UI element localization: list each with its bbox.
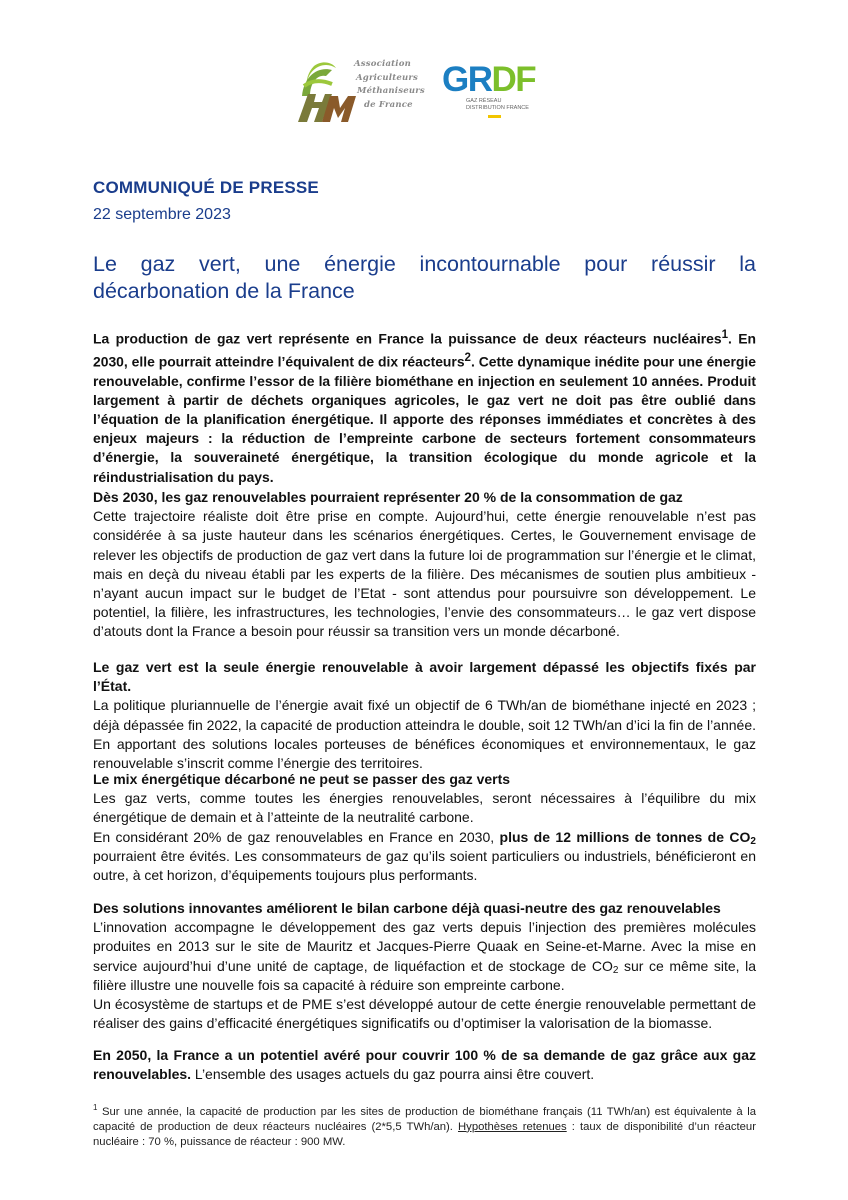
press-release-kicker: COMMUNIQUÉ DE PRESSE — [93, 178, 319, 197]
footnote-marker: 1 — [93, 1103, 98, 1112]
section-mix-energetique — [93, 770, 756, 885]
section-innovation — [93, 899, 756, 1033]
section-heading: Le mix énergétique décarboné ne peut se passer des gaz verts — [93, 771, 511, 787]
section-heading: Des solutions innovantes améliorent le bilan carbone déjà quasi-neutre des gaz renouvelables — [93, 900, 721, 916]
aam-line-1: Association — [354, 59, 411, 69]
aam-logo — [292, 50, 425, 126]
section-body — [93, 918, 756, 995]
innovation-text-1: L’innovation accompagne le développement des gaz verts depuis l’injection des premières molécules produites en 2013 sur le site de Mauritz et Jacques-Pierre Quaak en Seine-et-Marne. Avec la mise en service aujourd’hui d’une unité de captage, de liquéfaction et de stockage de CO — [93, 919, 756, 974]
grdf-tagline: GAZ RÉSEAU DISTRIBUTION FRANCE — [466, 98, 529, 111]
footnote-text-1: Sur une année, la capacité de production par les sites de production de biométhane français (11 TWh/an) est équivalente à la capacité de production de deux réacteurs nucléaires (2*5,5 TWh/an). — [93, 1105, 756, 1133]
conclusion-text: L’ensemble des usages actuels du gaz pourra ainsi être couvert. — [191, 1066, 595, 1083]
lead-part-2: . En 2030, elle pourrait atteindre l’équivalent de dix réacteurs — [93, 330, 756, 370]
innovation-text-2: sur ce même site, la filière illustre une nouvelle fois sa capacité à réduire son empreinte carbone. — [93, 957, 757, 993]
grdf-wordmark-left: GR — [442, 60, 492, 99]
release-date: 22 septembre 2023 — [93, 206, 231, 223]
co2-outro: pourraient être évités. Les consommateurs de gaz qu’ils soient particuliers ou industriels, bénéficieront en outre, à cet horizon, d’équipements toujours plus performants. — [93, 847, 756, 884]
footnote-ref-1: 1 — [721, 329, 729, 341]
lead-paragraph — [93, 326, 756, 487]
footnote-text-2: : taux de disponibilité d’un réacteur nucléaire : 70 %, puissance de réacteur : 900 MW. — [93, 1120, 756, 1148]
footnote-hypotheses: Hypothèses retenues — [458, 1120, 567, 1133]
lead-part-1: La production de gaz vert représente en France la puissance de deux réacteurs nucléaires — [93, 330, 722, 347]
grdf-accent-bar — [488, 115, 501, 118]
co2-highlight: plus de 12 millions de tonnes de CO — [499, 828, 751, 845]
co2-subscript: 2 — [750, 835, 756, 847]
aam-wordmark — [354, 58, 425, 112]
grdf-wordmark — [442, 62, 535, 98]
aam-line-2: Agriculteurs — [356, 72, 419, 83]
aam-line-3: Méthaniseurs — [357, 86, 425, 96]
section-body: La politique pluriannuelle de l’énergie avait fixé un objectif de 6 TWh/an de biométhane injecté en 2023 ; déjà dépassée fin 2022, la capacité de production atteindra le double, soit 12 TWh/an d’ici la fin de l’année. En apportant des solutions locales porteuses de bénéfices économiques et environnementaux, le gaz renouvelable s’inscrit comme l’énergie des territoires. — [93, 697, 756, 772]
co2-subscript: 2 — [612, 964, 619, 976]
section-objectifs — [93, 658, 756, 773]
section-body: Un écosystème de startups et de PME s’est développé autour de cette énergie renouvelable permettant de réaliser des gains d’efficacité énergétiques significatifs ou d’optimiser la valorisation de la biomasse. — [93, 996, 756, 1032]
co2-intro: En considérant 20% de gaz renouvelables en France en 2030, — [93, 828, 500, 845]
section-gaz-2030 — [93, 488, 756, 642]
aam-emblem-icon — [292, 50, 362, 126]
section-heading: Le gaz vert est la seule énergie renouvelable à avoir largement dépassé les objectifs fixés par l’État. — [93, 659, 756, 695]
grdf-logo — [442, 62, 552, 122]
section-body-co2 — [93, 828, 756, 886]
section-body: Les gaz verts, comme toutes les énergies renouvelables, seront nécessaires à l’équilibre du mix énergétique de demain et à l’atteinte de la neutralité carbone. — [93, 790, 756, 826]
conclusion-bold: En 2050, la France a un potentiel avéré pour couvrir 100 % de sa demande de gaz grâce aux gaz renouvelables. — [93, 1047, 756, 1083]
section-2050 — [93, 1046, 756, 1084]
footnote-ref-2: 2 — [464, 351, 471, 364]
section-body: Cette trajectoire réaliste doit être prise en compte. Aujourd’hui, cette énergie renouvelable n’est pas considérée à sa juste hauteur dans les scénarios énergétiques. Certes, le Gouvernement envisage de relever les objectifs de production de gaz vert dans la future loi de programmation sur l’énergie et le climat, mais en deçà du niveau établi par les experts de la filière. Des mécanismes de soutien plus ambitieux - n’ayant aucun impact sur le budget de l’Etat - sont attendus pour poursuivre son développement. Le potentiel, la filière, les infrastructures, les technologies, l’envie des consommateurs… le gaz vert dispose d’atouts dont la France a besoin pour réussir sa transition vers un monde décarboné. — [93, 508, 756, 640]
lead-part-3: . Cette dynamique inédite pour une énergie renouvelable, confirme l’essor de la filière biométhane en injection en seulement 10 années. Produit largement à partir de déchets organiques agricoles, le gaz vert ne doit pas être oublié dans l’équation de la planification énergétique. Il apporte des réponses immédiates et concrètes à des enjeux majeurs : la réduction de l’empreinte carbone de secteurs fortement consommateurs d’énergie, la souveraineté énergétique, la transition écologique du monde agricole et la réindustrialisation du pays. — [93, 353, 756, 485]
grdf-wordmark-right: DF — [491, 60, 536, 99]
aam-line-4: de France — [364, 99, 413, 110]
footnote — [93, 1100, 756, 1150]
page-title: Le gaz vert, une énergie incontournable pour réussir la décarbonation de la France — [93, 252, 756, 303]
section-heading: Dès 2030, les gaz renouvelables pourraient représenter 20 % de la consommation de gaz — [93, 489, 683, 505]
